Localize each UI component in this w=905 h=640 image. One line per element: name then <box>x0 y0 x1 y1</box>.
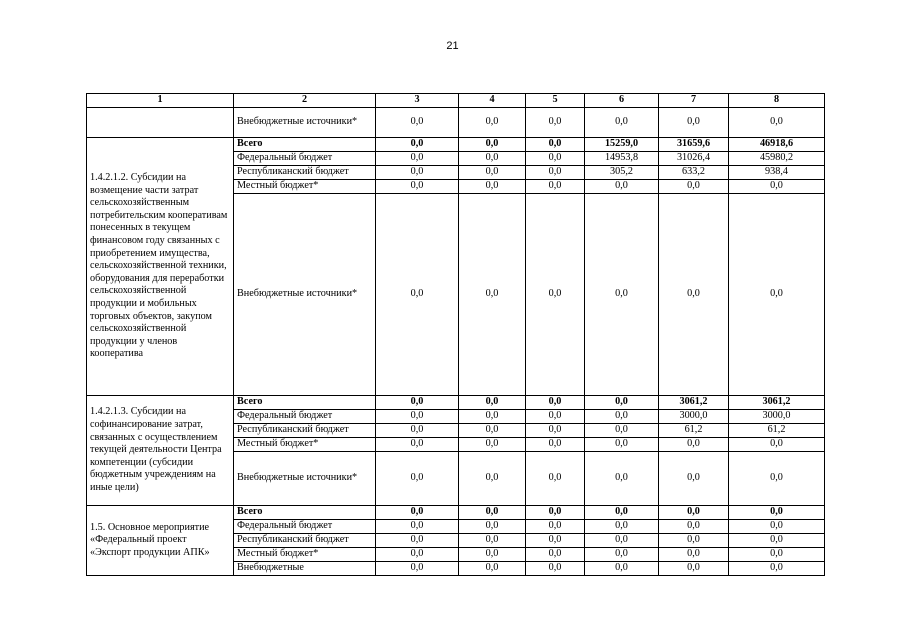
value-cell: 46918,6 <box>729 138 825 152</box>
value-cell: 0,0 <box>459 562 526 576</box>
value-cell: 0,0 <box>526 152 585 166</box>
value-cell: 0,0 <box>729 180 825 194</box>
value-cell: 0,0 <box>585 438 659 452</box>
value-cell: 0,0 <box>459 506 526 520</box>
value-cell: 0,0 <box>376 138 459 152</box>
value-cell: 3000,0 <box>729 410 825 424</box>
header-cell: 6 <box>585 94 659 108</box>
value-cell: 3061,2 <box>659 396 729 410</box>
value-cell: 0,0 <box>526 396 585 410</box>
value-cell: 0,0 <box>376 410 459 424</box>
value-cell: 0,0 <box>376 548 459 562</box>
value-cell: 0,0 <box>459 166 526 180</box>
value-cell: 0,0 <box>526 180 585 194</box>
value-cell: 0,0 <box>376 452 459 506</box>
source-cell: Внебюджетные источники* <box>234 108 376 138</box>
value-cell: 0,0 <box>459 520 526 534</box>
value-cell: 0,0 <box>585 506 659 520</box>
source-cell: Всего <box>234 396 376 410</box>
table-row <box>87 396 825 410</box>
value-cell: 0,0 <box>526 138 585 152</box>
source-cell: Республиканский бюджет <box>234 424 376 438</box>
value-cell: 0,0 <box>526 410 585 424</box>
header-row <box>87 94 825 108</box>
value-cell: 0,0 <box>729 452 825 506</box>
value-cell: 0,0 <box>459 438 526 452</box>
value-cell: 0,0 <box>376 438 459 452</box>
value-cell: 0,0 <box>376 108 459 138</box>
header-cell: 3 <box>376 94 459 108</box>
header-cell: 5 <box>526 94 585 108</box>
source-cell: Федеральный бюджет <box>234 410 376 424</box>
value-cell: 31026,4 <box>659 152 729 166</box>
value-cell: 0,0 <box>585 452 659 506</box>
value-cell: 0,0 <box>526 424 585 438</box>
value-cell: 0,0 <box>659 194 729 396</box>
value-cell: 0,0 <box>376 534 459 548</box>
value-cell: 0,0 <box>376 396 459 410</box>
source-cell: Всего <box>234 138 376 152</box>
value-cell: 0,0 <box>585 520 659 534</box>
value-cell: 0,0 <box>585 180 659 194</box>
value-cell: 0,0 <box>526 562 585 576</box>
value-cell: 0,0 <box>659 108 729 138</box>
value-cell: 0,0 <box>729 194 825 396</box>
value-cell: 0,0 <box>459 194 526 396</box>
value-cell: 31659,6 <box>659 138 729 152</box>
value-cell: 0,0 <box>729 438 825 452</box>
value-cell: 0,0 <box>585 108 659 138</box>
value-cell: 0,0 <box>376 180 459 194</box>
budget-table <box>86 93 825 576</box>
value-cell: 0,0 <box>526 438 585 452</box>
event-cell-empty <box>87 108 234 138</box>
value-cell: 0,0 <box>459 452 526 506</box>
value-cell: 0,0 <box>659 534 729 548</box>
source-cell: Федеральный бюджет <box>234 152 376 166</box>
source-cell: Внебюджетные <box>234 562 376 576</box>
value-cell: 0,0 <box>585 534 659 548</box>
header-cell: 8 <box>729 94 825 108</box>
value-cell: 61,2 <box>659 424 729 438</box>
value-cell: 0,0 <box>585 424 659 438</box>
header-cell: 2 <box>234 94 376 108</box>
source-cell: Местный бюджет* <box>234 438 376 452</box>
value-cell: 0,0 <box>376 562 459 576</box>
value-cell: 14953,8 <box>585 152 659 166</box>
value-cell: 0,0 <box>526 520 585 534</box>
value-cell: 0,0 <box>659 520 729 534</box>
header-cell: 4 <box>459 94 526 108</box>
source-cell: Внебюджетные источники* <box>234 194 376 396</box>
value-cell: 0,0 <box>459 180 526 194</box>
value-cell: 15259,0 <box>585 138 659 152</box>
source-cell: Республиканский бюджет <box>234 534 376 548</box>
value-cell: 938,4 <box>729 166 825 180</box>
value-cell: 0,0 <box>526 506 585 520</box>
page-number: 21 <box>446 40 459 52</box>
value-cell: 0,0 <box>729 548 825 562</box>
value-cell: 0,0 <box>659 438 729 452</box>
value-cell: 0,0 <box>376 152 459 166</box>
source-cell: Внебюджетные источники* <box>234 452 376 506</box>
value-cell: 0,0 <box>459 424 526 438</box>
header-cell: 1 <box>87 94 234 108</box>
event-cell: 1.4.2.1.3. Субсидии на софинансирование затрат, связанных с осуществлением текущей деятельности Центра компетенции (субсидии бюджетным учреждениям на иные цели) <box>87 396 234 506</box>
value-cell: 0,0 <box>526 548 585 562</box>
source-cell: Республиканский бюджет <box>234 166 376 180</box>
value-cell: 0,0 <box>659 506 729 520</box>
value-cell: 0,0 <box>459 548 526 562</box>
value-cell: 0,0 <box>376 194 459 396</box>
value-cell: 0,0 <box>729 506 825 520</box>
value-cell: 0,0 <box>459 534 526 548</box>
event-cell: 1.4.2.1.2. Субсидии на возмещение части затрат сельскохозяйственным потребительским кооперативам понесенных в текущем финансовом году связанных с приобретением имущества, сельскохозяйственной техники, оборудования для переработки сельскохозяйственной продукции и мобильных торговых объектов, закупом сельскохозяйственной продукции у членов кооператива <box>87 138 234 396</box>
value-cell: 0,0 <box>729 562 825 576</box>
value-cell: 0,0 <box>459 152 526 166</box>
value-cell: 45980,2 <box>729 152 825 166</box>
value-cell: 0,0 <box>459 108 526 138</box>
value-cell: 0,0 <box>729 534 825 548</box>
value-cell: 0,0 <box>526 166 585 180</box>
value-cell: 0,0 <box>376 424 459 438</box>
value-cell: 0,0 <box>585 548 659 562</box>
value-cell: 3000,0 <box>659 410 729 424</box>
value-cell: 305,2 <box>585 166 659 180</box>
value-cell: 0,0 <box>659 180 729 194</box>
value-cell: 0,0 <box>729 108 825 138</box>
source-cell: Местный бюджет* <box>234 548 376 562</box>
value-cell: 0,0 <box>376 520 459 534</box>
source-cell: Местный бюджет* <box>234 180 376 194</box>
value-cell: 0,0 <box>659 452 729 506</box>
value-cell: 0,0 <box>585 410 659 424</box>
table-row <box>87 138 825 152</box>
table-row <box>87 506 825 520</box>
value-cell: 0,0 <box>729 520 825 534</box>
value-cell: 0,0 <box>526 108 585 138</box>
value-cell: 0,0 <box>585 396 659 410</box>
value-cell: 0,0 <box>459 396 526 410</box>
header-cell: 7 <box>659 94 729 108</box>
value-cell: 0,0 <box>376 166 459 180</box>
value-cell: 0,0 <box>659 548 729 562</box>
value-cell: 61,2 <box>729 424 825 438</box>
value-cell: 0,0 <box>526 452 585 506</box>
value-cell: 0,0 <box>585 562 659 576</box>
value-cell: 0,0 <box>526 194 585 396</box>
event-cell: 1.5. Основное мероприятие «Федеральный проект «Экспорт продукции АПК» <box>87 506 234 576</box>
value-cell: 0,0 <box>376 506 459 520</box>
source-cell: Федеральный бюджет <box>234 520 376 534</box>
value-cell: 0,0 <box>526 534 585 548</box>
table-row <box>87 108 825 138</box>
source-cell: Всего <box>234 506 376 520</box>
value-cell: 0,0 <box>659 562 729 576</box>
value-cell: 633,2 <box>659 166 729 180</box>
value-cell: 0,0 <box>459 138 526 152</box>
value-cell: 0,0 <box>585 194 659 396</box>
value-cell: 3061,2 <box>729 396 825 410</box>
value-cell: 0,0 <box>459 410 526 424</box>
